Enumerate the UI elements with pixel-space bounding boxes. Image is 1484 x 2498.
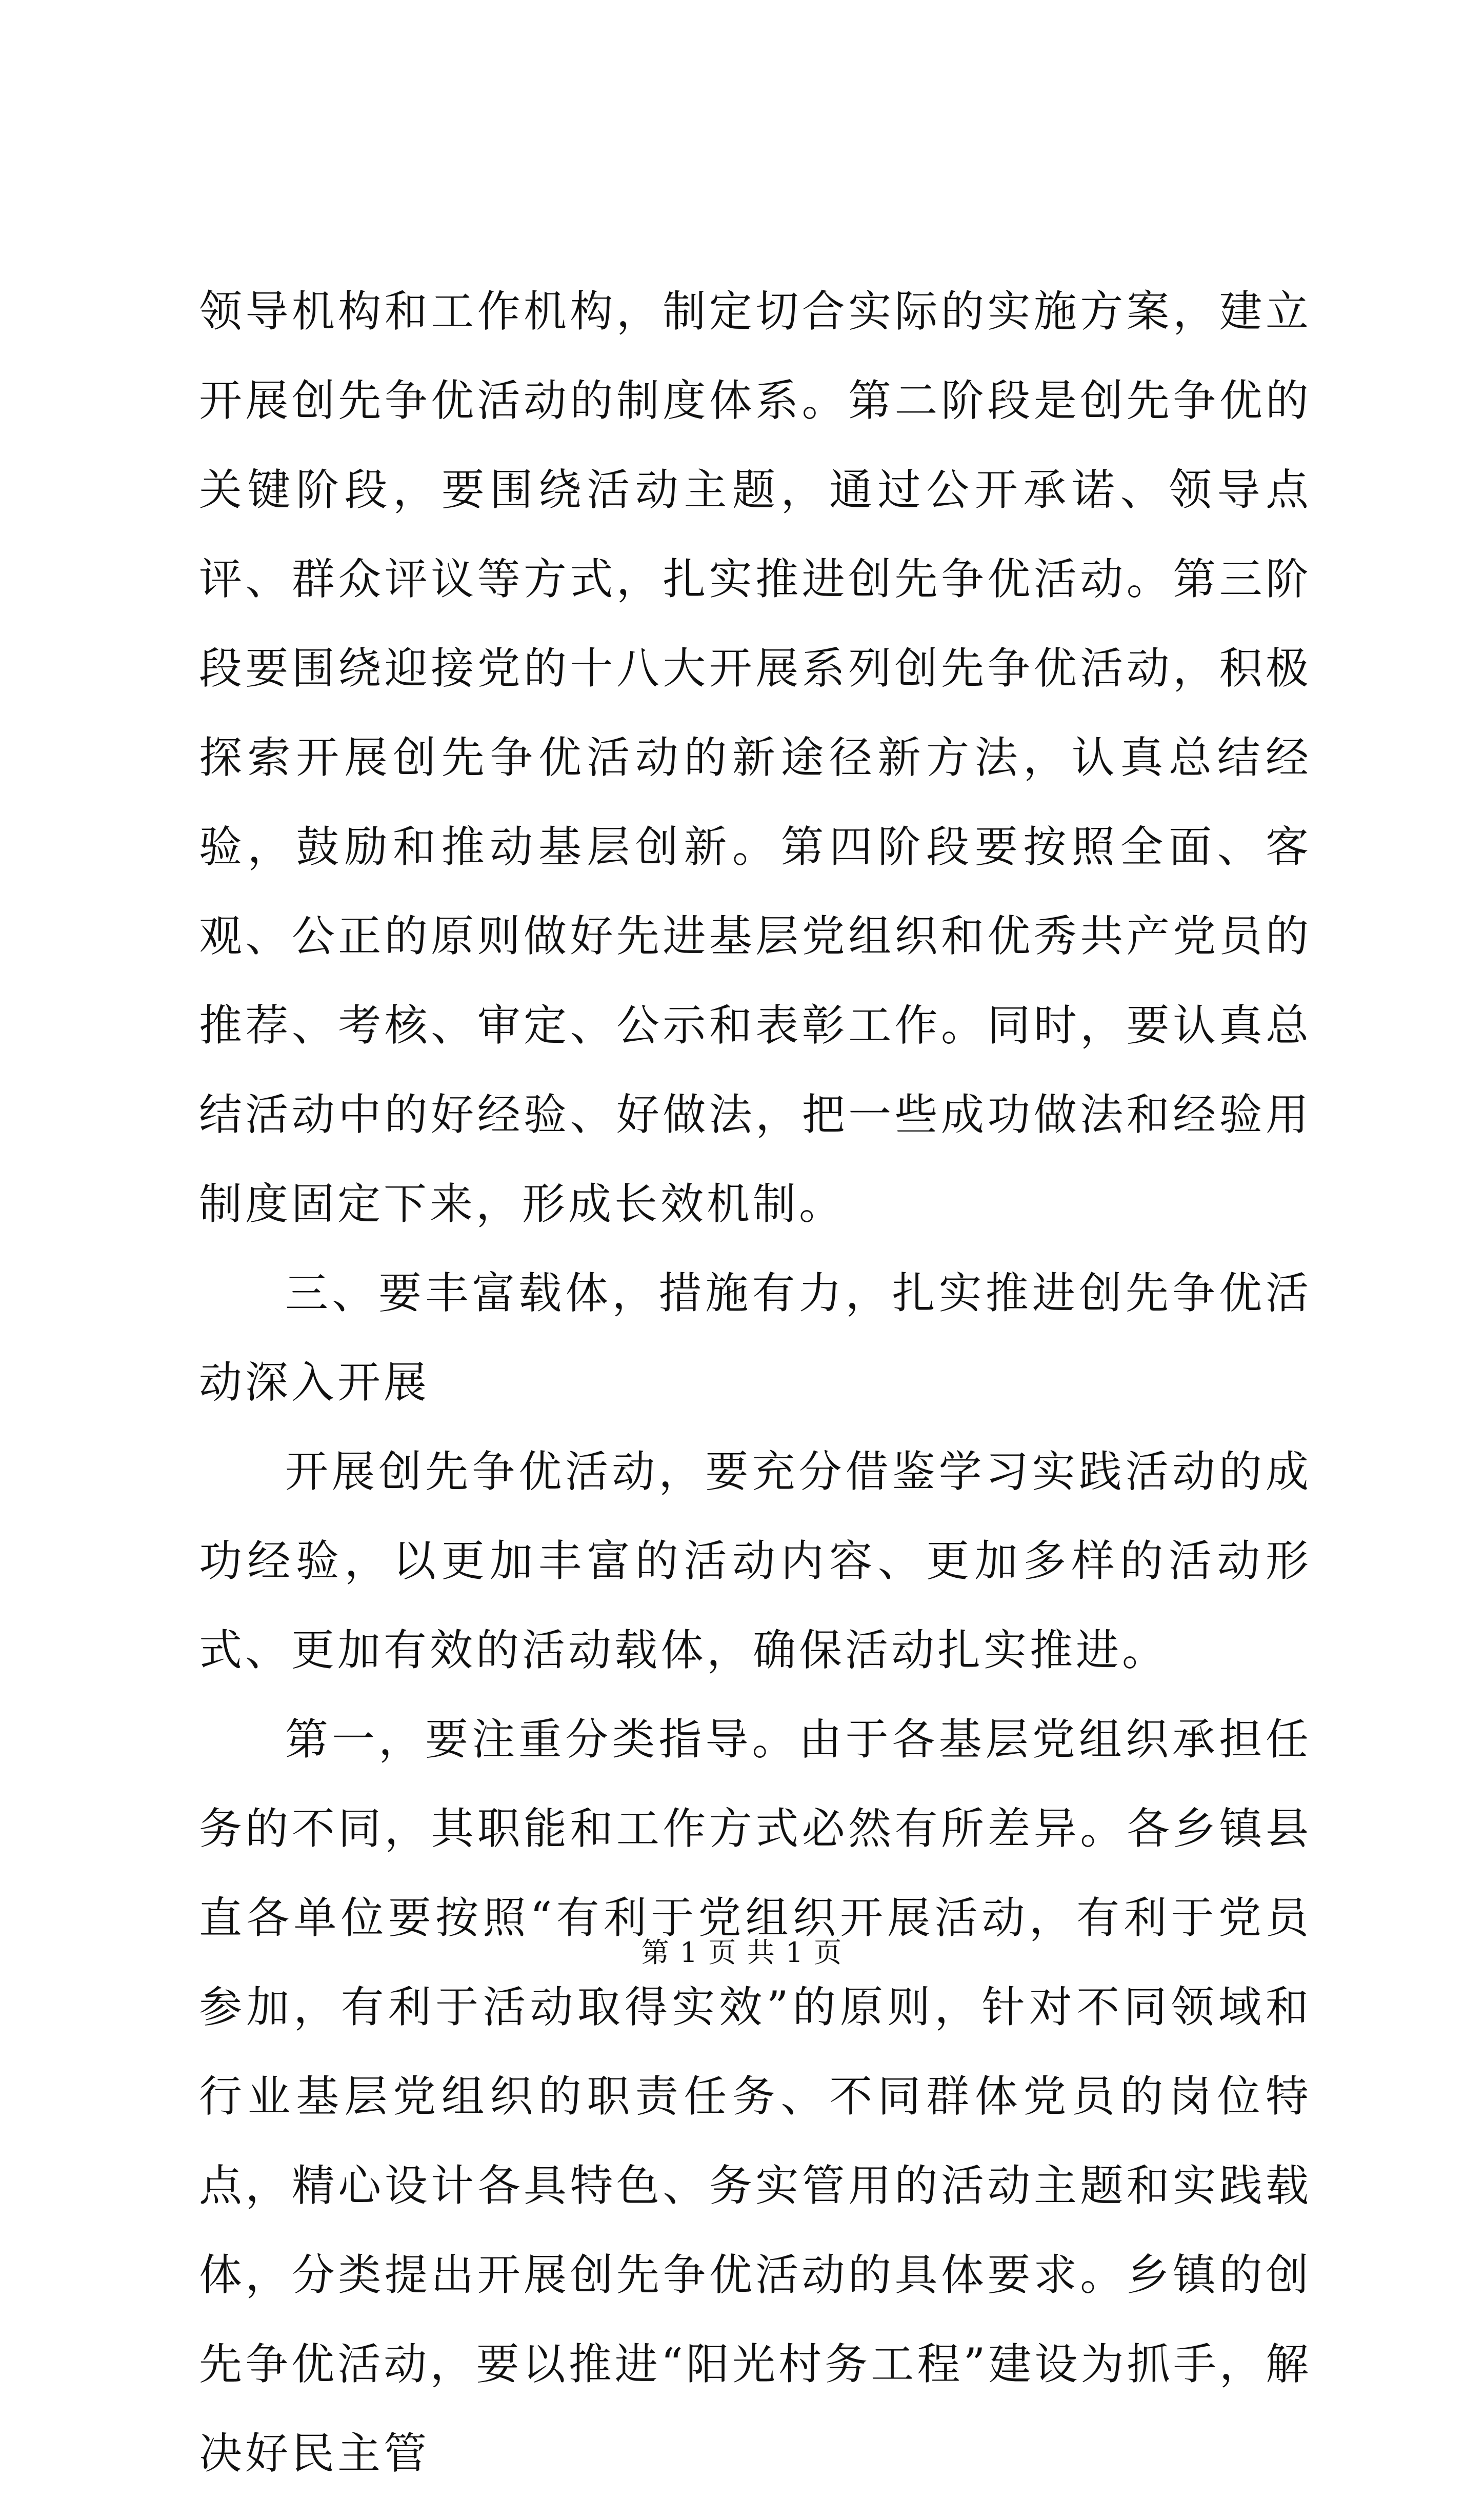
document-body <box>199 267 1312 2498</box>
page-footer: 第 1 页 共 1 页 <box>641 1936 843 1969</box>
paragraph: 第一，要注重分类指导。由于各基层党组织承担任务的不同，其职能和工作方式必然有所差异。各乡镇县直各单位要按照“有利于党组织开展活动，有利于党员参加，有利于活动取得实效”的原则，针对不同领域和行业基层党组织的职责任务、不同群体党员的岗位特点，精心设计各具特色、务实管用的活动主题和实践载体，分类提出开展创先争优活动的具体要求。乡镇的创先争优活动，要以推进“阳光村务工程”建设为抓手，解决好民主管 <box>199 1714 1312 2479</box>
section-heading: 三、要丰富载体，措施有力，扎实推进创先争优活动深入开展 <box>199 1268 1312 1407</box>
paragraph: 开展创先争优活动，要充分借鉴学习实践活动的成功经验，以更加丰富的活动内容、更加多样的活动形式、更加有效的活动载体，确保活动扎实推进。 <box>199 1446 1312 1675</box>
paragraph-continuation: 领导机构和工作机构，制定切合实际的实施方案，建立开展创先争优活动的制度体系。第二阶段是创先争优的关键阶段，要围绕活动主题，通过公开承诺、领导点评、群众评议等方式，扎实推进创先争优活动。第三阶段要围绕迎接党的十八大开展系列创先争优活动，积极探索开展创先争优活动的新途径新方法，认真总结经验，鼓励和推动基层创新。第四阶段要按照全面、客观、公正的原则做好先进基层党组织和优秀共产党员的推荐、考核、审定、公示和表彰工作。同时，要认真总结活动中的好经验、好做法，把一些成功做法和经验用制度固定下来，形成长效机制。 <box>199 286 1312 1229</box>
